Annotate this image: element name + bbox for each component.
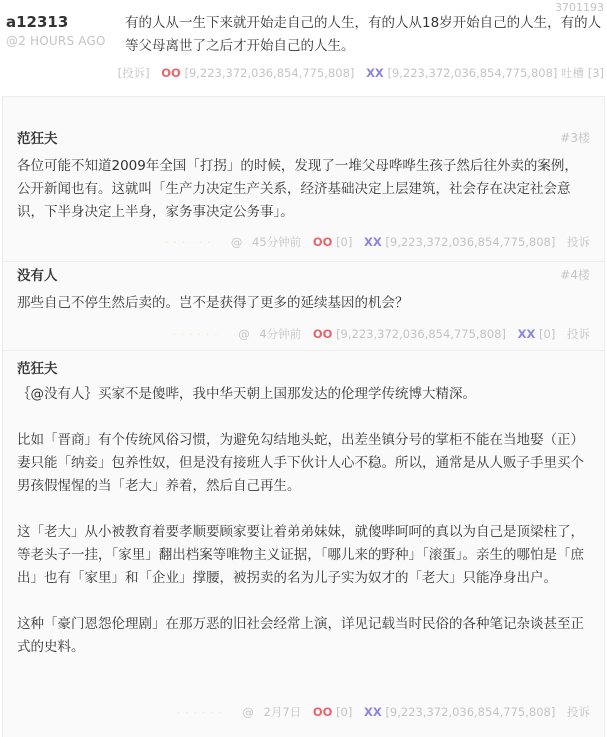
xx-button[interactable]: XX [364, 235, 382, 249]
oo-button[interactable] [153, 66, 354, 80]
comment-item [3, 97, 604, 262]
comment-paragraph: 这「老大」从小被教育着要孝顺要顾家要让着弟弟妹妹，就傻哔呵呵的真以为自己是顶梁柱了，等老头子一挂，「家里」翻出档案等唯物主义证据，「哪儿来的野种」「滚蛋」。亲生的哪怕是「庶出」也有「家里」和「企业」撑腰，被拐卖的名为儿子实为奴才的「老大」只能净身出户。 [17, 524, 584, 586]
oo-count: [0] [336, 235, 353, 249]
comment-author[interactable]: 范狂夫 [17, 131, 58, 147]
oo-button[interactable]: OO [312, 705, 333, 719]
post-time: @2 HOURS AGO [6, 34, 106, 48]
comment-meta: · · · · · · @ 4分钟前 OO [9,223,372,036,854,775,808] XX [0] 投诉 [172, 327, 590, 341]
comment-paragraph: 比如「晋商」有个传统风俗习惯，为避免勾结地头蛇，出差坐镇分号的掌柜不能在当地娶（正）妻只能「纳妾」包养性奴，但是没有接班人手下伙计人心不稳。所以，通常是从人贩子手里买个男孩假惺惺的当「老大」养着，然后自己再生。 [17, 432, 584, 494]
comment-author[interactable]: 没有人 [17, 268, 58, 284]
oo-count: [0] [336, 705, 353, 719]
at-reply-button[interactable]: @ [242, 705, 254, 719]
comment-floor: #3楼 [560, 131, 590, 145]
comments-panel [2, 96, 605, 737]
comment-floor: #4楼 [560, 268, 590, 282]
comment-paragraph: 那些自己不停生然后卖的。岂不是获得了更多的延续基因的机会？ [17, 295, 409, 311]
report-link[interactable]: 投诉 [567, 705, 590, 719]
report-link[interactable]: 投诉 [567, 327, 590, 341]
post-id: 3701193 [555, 1, 604, 14]
comment-item [3, 351, 604, 737]
xx-button[interactable]: XX [364, 705, 382, 719]
comment-count: [3] [587, 66, 604, 80]
xx-button[interactable] [358, 66, 557, 80]
comment-time: 2月7日 [263, 705, 302, 719]
at-reply-button[interactable]: @ [230, 235, 243, 249]
report-link[interactable]: [投诉] [117, 66, 150, 80]
post-author[interactable]: a12313 [6, 13, 69, 31]
xx-label: XX [366, 66, 384, 80]
comment-time: 4分钟前 [259, 327, 302, 341]
comment-label: 吐槽 [561, 66, 585, 80]
comment-text [17, 292, 587, 315]
comment-paragraph: 各位可能不知道2009年全国「打拐」的时候，发现了一堆父母哗哗生孩子然后往外卖的案例，公开新闻也有。这就叫「生产力决定生产关系，经济基础决定上层建筑，社会存在决定社会意识，下半身决定上半身，家务事决定公务事」。 [17, 158, 578, 220]
comment-paragraph: 这种「豪门恩怨伦理剧」在那万恶的旧社会经常上演，详见记载当时民俗的各种笔记杂谈甚至正式的史料。 [17, 616, 584, 655]
comment-text [17, 383, 587, 659]
xx-count: [9,223,372,036,854,775,808] [385, 705, 556, 719]
comment-meta: · · · · · · @ 2月7日 OO [0] XX [9,223,372,036,854,775,808] 投诉 [176, 705, 590, 719]
at-reply-button[interactable]: @ [238, 327, 250, 341]
post-text: 有的人从一生下来就开始走自己的人生，有的人从18岁开始自己的人生，有的人等父母离世了之后才开始自己的人生。 [125, 15, 602, 54]
oo-label: OO [161, 66, 181, 80]
comment-text [17, 155, 587, 224]
comment-author[interactable]: 范狂夫 [17, 361, 58, 377]
comment-link[interactable] [561, 66, 604, 80]
comment-meta: · · · · · · @ 45分钟前 OO [0] XX [9,223,372,036,854,775,808] 投诉 [165, 235, 590, 249]
xx-count: [0] [539, 327, 556, 341]
oo-button[interactable]: OO [312, 327, 333, 341]
comment-item [3, 262, 604, 351]
xx-count: [9,223,372,036,854,775,808] [387, 66, 558, 80]
oo-count: [9,223,372,036,854,775,808] [336, 327, 506, 341]
report-link[interactable]: 投诉 [567, 235, 590, 249]
xx-count: [9,223,372,036,854,775,808] [385, 235, 556, 249]
comment-paragraph: ｛@没有人｝买家不是傻哔，我中华天朝上国那发达的伦理学传统博大精深。 [17, 386, 476, 402]
oo-count: [9,223,372,036,854,775,808] [184, 66, 355, 80]
oo-button[interactable]: OO [312, 235, 333, 249]
comment-time: 45分钟前 [252, 235, 302, 249]
post-actions [118, 65, 604, 81]
xx-button[interactable]: XX [517, 327, 536, 341]
